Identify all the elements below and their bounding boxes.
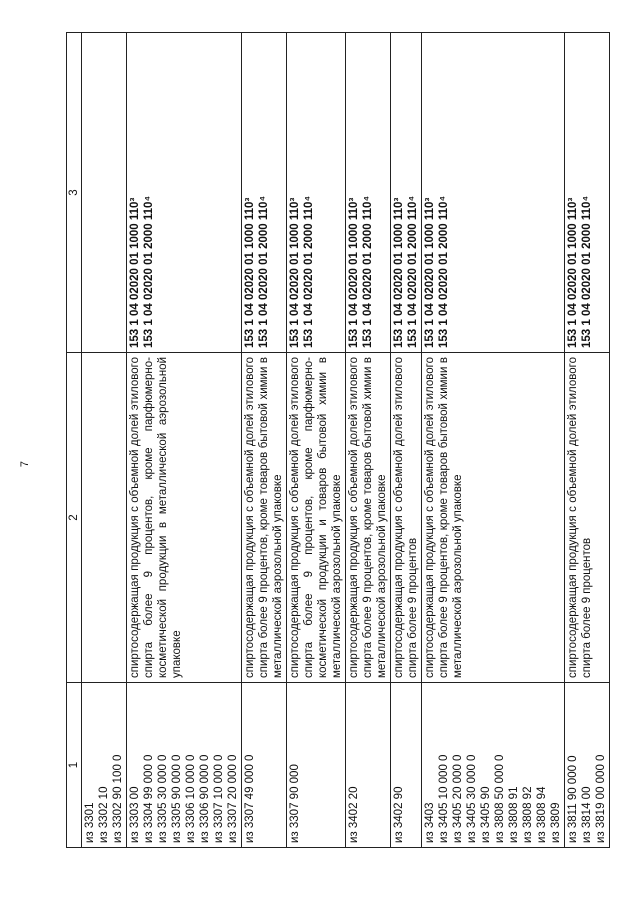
tnved-code: из 3303 00 xyxy=(129,786,141,843)
product-description: спиртосодержащая продукция с объемной долей этилового спирта более 9 процентов, кроме товаров бытовой химии в металлической аэрозольной упаковке xyxy=(242,353,287,683)
budget-code: 153 1 04 02020 01 1000 110³ xyxy=(129,197,141,348)
tnved-code: из 3306 10 000 0 xyxy=(185,754,197,843)
table-row xyxy=(127,33,242,848)
budget-codes-cell xyxy=(242,33,287,353)
budget-code: 153 1 04 02020 01 2000 110⁴ xyxy=(258,195,270,348)
budget-codes-cell xyxy=(82,33,127,353)
tnved-code: из 3402 90 xyxy=(393,786,405,843)
tnved-code: из 3405 90 xyxy=(480,786,492,843)
budget-code: 153 1 04 02020 01 1000 110³ xyxy=(348,197,360,348)
tnved-code: из 3307 20 000 0 xyxy=(227,754,239,843)
table-row xyxy=(82,33,127,848)
tnved-code: из 3307 90 000 xyxy=(289,764,301,843)
tnved-code: из 3405 10 000 0 xyxy=(438,754,450,843)
tnved-code: из 3307 49 000 0 xyxy=(244,754,256,843)
tnved-code: из 3405 30 000 0 xyxy=(466,754,478,843)
tnved-code: из 3306 90 000 0 xyxy=(199,754,211,843)
budget-code: 153 1 04 02020 01 1000 110³ xyxy=(567,197,579,348)
budget-code: 153 1 04 02020 01 1000 110³ xyxy=(393,197,405,348)
product-description: спиртосодержащая продукция с объемной долей этилового спирта более 9 процентов, кроме товаров бытовой химии в металлической аэрозольной упаковке xyxy=(422,353,565,683)
budget-codes-cell xyxy=(287,33,346,353)
product-description xyxy=(82,353,127,683)
tnved-codes-cell xyxy=(287,683,346,848)
budget-codes-cell xyxy=(127,33,242,353)
tnved-codes-cell xyxy=(346,683,391,848)
tnved-codes-cell xyxy=(242,683,287,848)
codes-table xyxy=(66,32,610,848)
table-row xyxy=(422,33,565,848)
tnved-code: из 3307 10 000 0 xyxy=(213,754,225,843)
product-description: спиртосодержащая продукция с объемной долей этилового спирта более 9 процентов xyxy=(391,353,422,683)
tnved-code: из 3405 20 000 0 xyxy=(452,754,464,843)
column-header: 2 xyxy=(67,353,82,683)
tnved-codes-cell xyxy=(391,683,422,848)
budget-code: 153 1 04 02020 01 1000 110³ xyxy=(424,197,436,348)
budget-code: 153 1 04 02020 01 1000 110³ xyxy=(244,197,256,348)
product-description: спиртосодержащая продукция с объемной долей этилового спирта более 9 процентов, кроме парфюмерно-косметической продукции в металлической аэрозольной упаковке xyxy=(127,353,242,683)
tnved-code: из 3403 xyxy=(424,802,436,843)
tnved-code: из 3814 00 xyxy=(581,786,593,843)
tnved-code: из 3305 30 000 0 xyxy=(157,754,169,843)
tnved-codes-cell xyxy=(127,683,242,848)
budget-codes-cell xyxy=(391,33,422,353)
tnved-code: из 3402 20 xyxy=(348,786,360,843)
table-header-row xyxy=(67,33,82,848)
tnved-code: из 3808 91 xyxy=(508,786,520,843)
tnved-code: из 3304 99 000 0 xyxy=(143,754,155,843)
tnved-code: из 3808 50 000 0 xyxy=(494,754,506,843)
product-description: спиртосодержащая продукция с объемной долей этилового спирта более 9 процентов, кроме парфюмерно-косметической продукции и товаров бытовой химии в металлической аэрозольной упаковке xyxy=(287,353,346,683)
tnved-code: из 3301 xyxy=(84,802,96,843)
table-row xyxy=(242,33,287,848)
tnved-code: из 3819 00 000 0 xyxy=(595,754,607,843)
budget-code: 153 1 04 02020 01 2000 110⁴ xyxy=(143,195,155,348)
page-number: 7 xyxy=(19,460,32,468)
tnved-code: из 3302 10 xyxy=(98,786,110,843)
column-header: 1 xyxy=(67,683,82,848)
table-row xyxy=(391,33,422,848)
budget-codes-cell xyxy=(565,33,610,353)
column-header: 3 xyxy=(67,33,82,353)
budget-code: 153 1 04 02020 01 1000 110³ xyxy=(289,197,301,348)
table-row xyxy=(565,33,610,848)
tnved-code: из 3302 90 100 0 xyxy=(112,754,124,843)
budget-code: 153 1 04 02020 01 2000 110⁴ xyxy=(581,195,593,348)
budget-code: 153 1 04 02020 01 2000 110⁴ xyxy=(438,195,450,348)
budget-codes-cell xyxy=(422,33,565,353)
tnved-codes-cell xyxy=(82,683,127,848)
table-row xyxy=(346,33,391,848)
budget-codes-cell xyxy=(346,33,391,353)
tnved-code: из 3808 92 xyxy=(522,786,534,843)
product-description: спиртосодержащая продукция с объемной долей этилового спирта более 9 процентов, кроме товаров бытовой химии в металлической аэрозольной упаковке xyxy=(346,353,391,683)
product-description: спиртосодержащая продукция с объемной долей этилового спирта более 9 процентов xyxy=(565,353,610,683)
tnved-code: из 3811 90 000 0 xyxy=(567,755,579,843)
tnved-code: из 3305 90 000 0 xyxy=(171,754,183,843)
tnved-codes-cell xyxy=(565,683,610,848)
tnved-code: из 3808 94 xyxy=(536,786,548,843)
rotated-page xyxy=(66,33,607,848)
table-body xyxy=(82,33,610,848)
budget-code: 153 1 04 02020 01 2000 110⁴ xyxy=(303,195,315,348)
tnved-codes-cell xyxy=(422,683,565,848)
table-row xyxy=(287,33,346,848)
budget-code: 153 1 04 02020 01 2000 110⁴ xyxy=(362,195,374,348)
tnved-code: из 3809 xyxy=(550,802,562,843)
budget-code: 153 1 04 02020 01 2000 110⁴ xyxy=(407,195,419,348)
